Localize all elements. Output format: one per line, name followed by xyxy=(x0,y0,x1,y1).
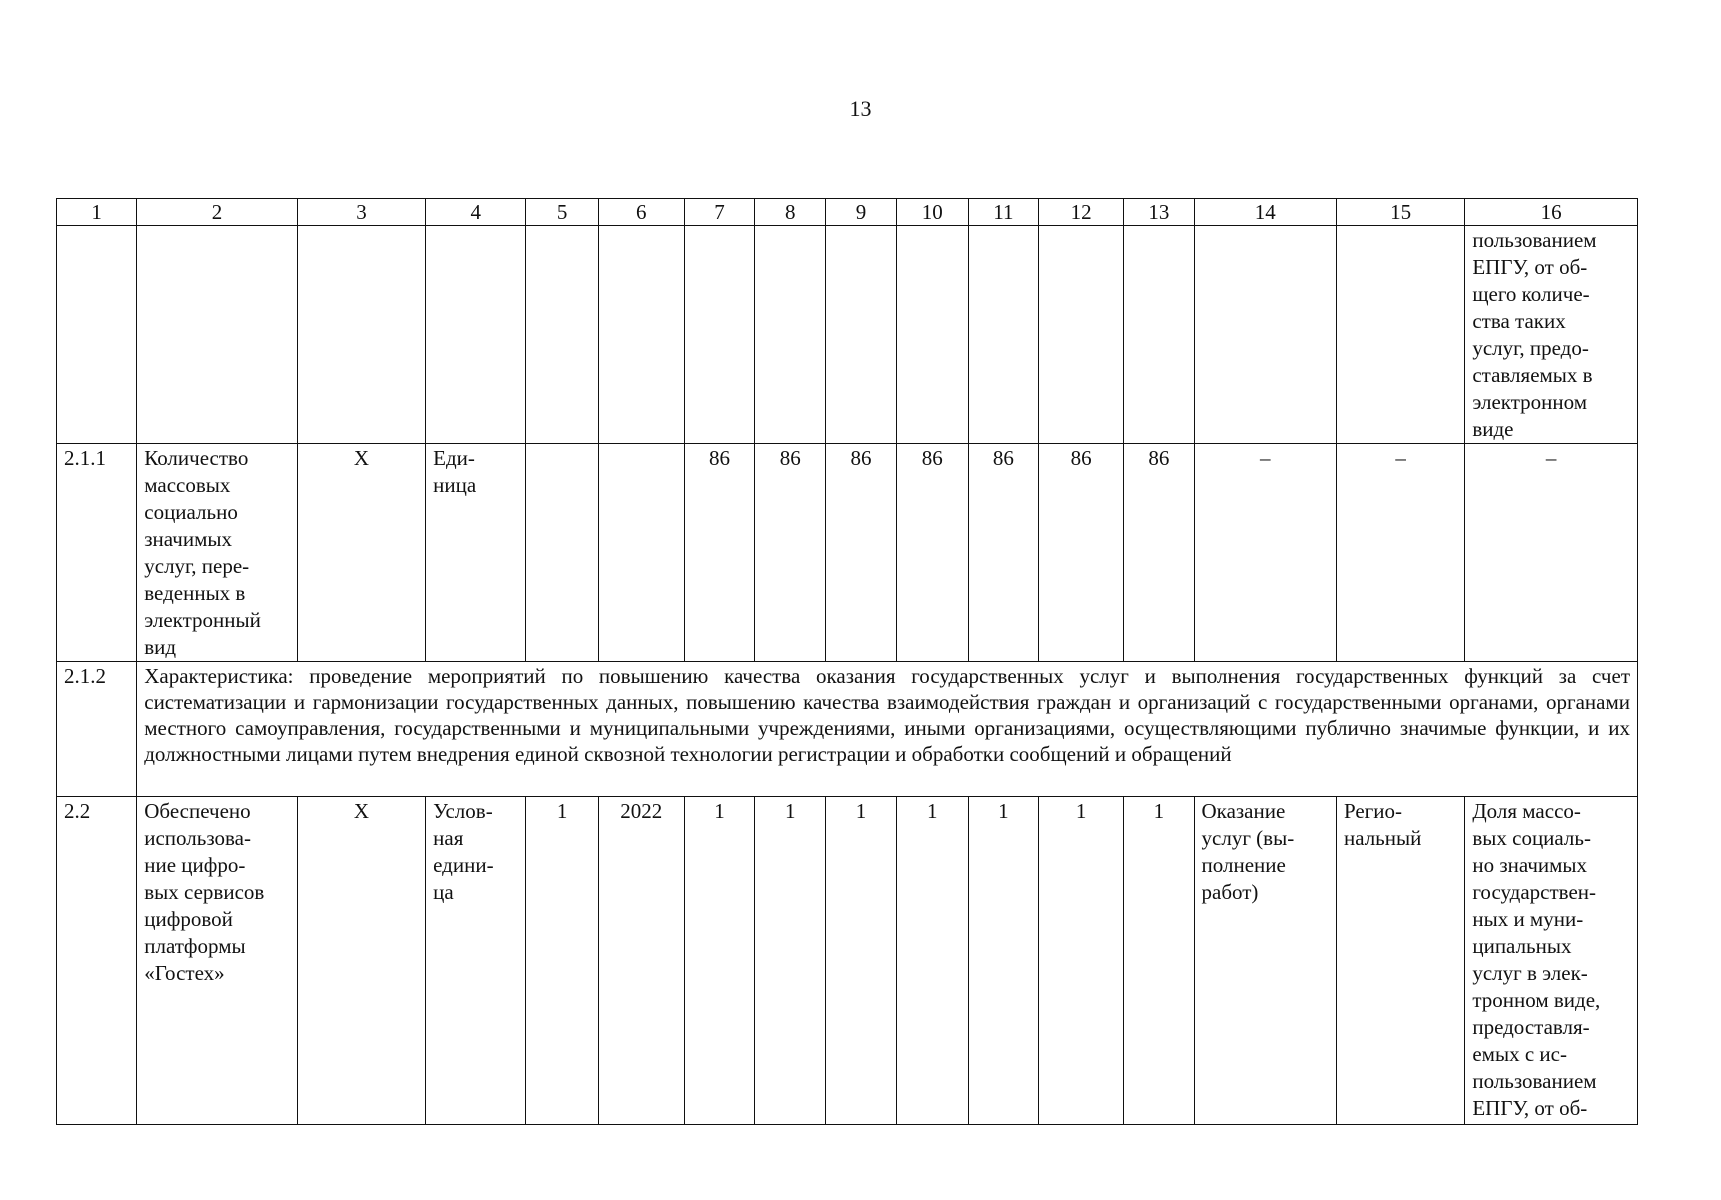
col-number-cell: 15 xyxy=(1336,199,1464,226)
col-number-cell: 12 xyxy=(1039,199,1124,226)
year-value-cell: 1 xyxy=(826,797,896,1125)
table-cell xyxy=(896,226,968,444)
col-number-cell: 9 xyxy=(826,199,896,226)
col-number-cell: 16 xyxy=(1465,199,1638,226)
characteristic-cell: Характеристика: проведение мероприятий по повышению качества оказания государственных услуг и выполнения государственных функций за счет систематизации и гармонизации государственных данных, повышению качества взаимодействия граждан и организаций с государственными органами, органами местного самоуправления, государственными и муниципальными учреждениями, иными организациями, осуществляющими публично значимые функции, и их должностными лицами путем внедрения единой сквозной технологии регистрации и обработки сообщений и обращений xyxy=(137,662,1638,797)
table-cell xyxy=(57,226,137,444)
result-name-cell: Обеспечено использова- ние цифро- вых сервисов цифровой платформы «Гостех» xyxy=(137,797,298,1125)
col-number-cell: 13 xyxy=(1124,199,1194,226)
level-cell: – xyxy=(1336,444,1464,662)
table-cell xyxy=(426,226,526,444)
row-number-cell: 2.1.2 xyxy=(57,662,137,797)
base-value-cell xyxy=(526,444,598,662)
year-value-cell: 86 xyxy=(968,444,1038,662)
col-number-cell: 14 xyxy=(1194,199,1336,226)
col-number-cell: 4 xyxy=(426,199,526,226)
column-number-row xyxy=(57,199,1638,226)
result-type-cell: – xyxy=(1194,444,1336,662)
col-number-cell: 3 xyxy=(297,199,425,226)
col-number-cell: 1 xyxy=(57,199,137,226)
indicator-description-cell: пользованием ЕПГУ, от об- щего количе- ства таких услуг, предо- ставляемых в электронном виде xyxy=(1465,226,1638,444)
year-value-cell: 86 xyxy=(1039,444,1124,662)
result-type-cell: Оказание услуг (вы- полнение работ) xyxy=(1194,797,1336,1125)
col-number-cell: 7 xyxy=(684,199,754,226)
table-cell xyxy=(1336,226,1464,444)
year-value-cell: 1 xyxy=(968,797,1038,1125)
base-year-cell xyxy=(598,444,684,662)
table-cell xyxy=(598,226,684,444)
table-row-2-1-2 xyxy=(57,662,1638,797)
unit-cell: Еди- ница xyxy=(426,444,526,662)
page-number: 13 xyxy=(849,96,872,121)
col-number-cell: 2 xyxy=(137,199,298,226)
indicator-description-cell: – xyxy=(1465,444,1638,662)
year-value-cell: 1 xyxy=(684,797,754,1125)
base-value-cell: 1 xyxy=(526,797,598,1125)
base-year-cell: 2022 xyxy=(598,797,684,1125)
table-row-continuation xyxy=(57,226,1638,444)
year-value-cell: 86 xyxy=(684,444,754,662)
table-cell xyxy=(1194,226,1336,444)
table-cell xyxy=(826,226,896,444)
table-cell xyxy=(1124,226,1194,444)
type-cell: Х xyxy=(297,444,425,662)
year-value-cell: 86 xyxy=(896,444,968,662)
table-cell xyxy=(526,226,598,444)
indicator-description-cell: Доля массо- вых социаль- но значимых государствен- ных и муни- ципальных услуг в элек- тронном виде, предоставля- емых с ис- пользованием ЕПГУ, от об- xyxy=(1465,797,1638,1125)
year-value-cell: 1 xyxy=(1039,797,1124,1125)
col-number-cell: 5 xyxy=(526,199,598,226)
col-number-cell: 10 xyxy=(896,199,968,226)
year-value-cell: 86 xyxy=(755,444,826,662)
year-value-cell: 1 xyxy=(896,797,968,1125)
table-row-2-2 xyxy=(57,797,1638,1125)
table-cell xyxy=(755,226,826,444)
result-name-cell: Количество массовых социально значимых услуг, пере- веденных в электронный вид xyxy=(137,444,298,662)
col-number-cell: 11 xyxy=(968,199,1038,226)
year-value-cell: 86 xyxy=(1124,444,1194,662)
row-number-cell: 2.2 xyxy=(57,797,137,1125)
year-value-cell: 1 xyxy=(755,797,826,1125)
table-cell xyxy=(684,226,754,444)
table-row-2-1-1 xyxy=(57,444,1638,662)
col-number-cell: 6 xyxy=(598,199,684,226)
col-number-cell: 8 xyxy=(755,199,826,226)
table-cell xyxy=(297,226,425,444)
row-number-cell: 2.1.1 xyxy=(57,444,137,662)
type-cell: Х xyxy=(297,797,425,1125)
unit-cell: Услов- ная едини- ца xyxy=(426,797,526,1125)
level-cell: Регио- нальный xyxy=(1336,797,1464,1125)
year-value-cell: 1 xyxy=(1124,797,1194,1125)
table-cell xyxy=(1039,226,1124,444)
year-value-cell: 86 xyxy=(826,444,896,662)
table-cell xyxy=(968,226,1038,444)
indicators-table xyxy=(56,198,1638,1125)
table-cell xyxy=(137,226,298,444)
